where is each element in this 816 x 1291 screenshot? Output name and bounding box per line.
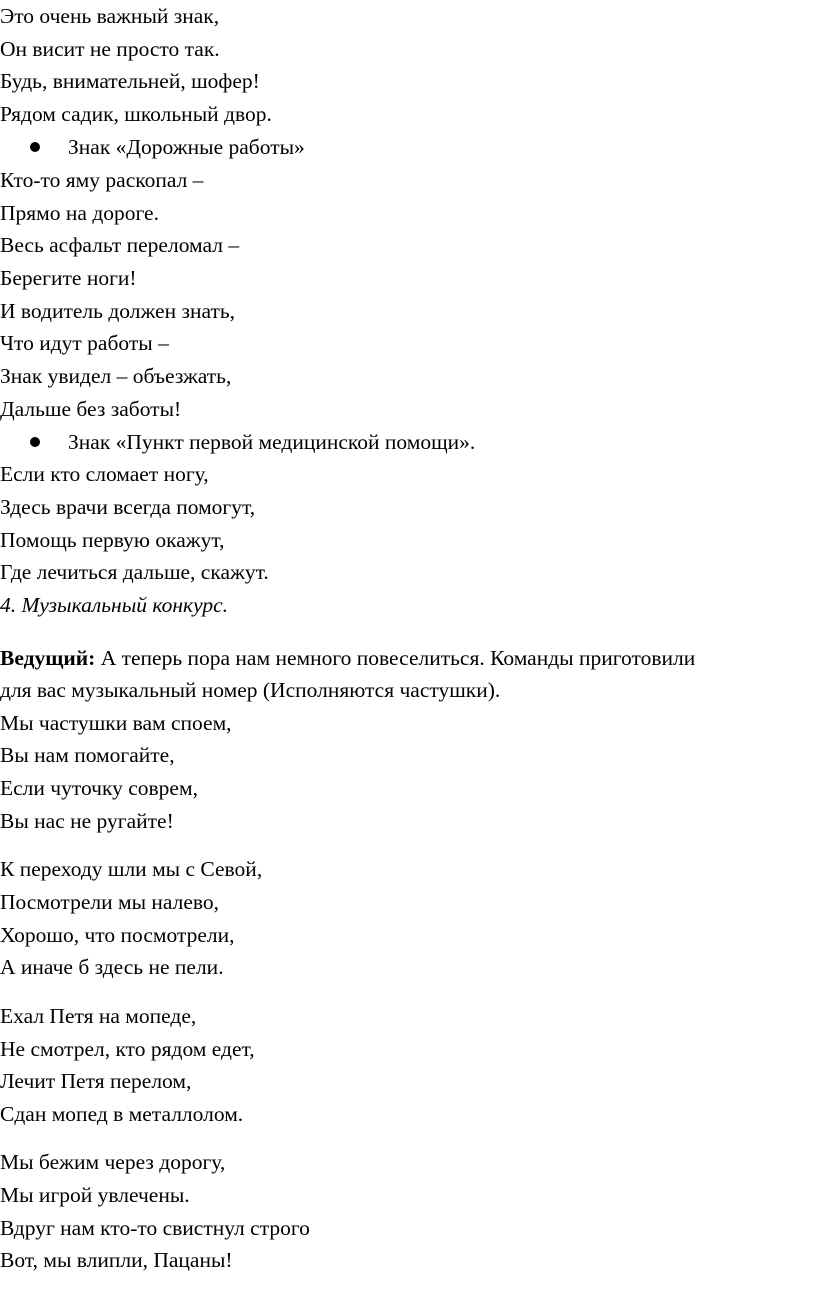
poem-line: Берегите ноги! [0, 266, 137, 290]
poem-line: Вот, мы влипли, Пацаны! [0, 1248, 233, 1272]
poem-line: Мы бежим через дорогу, [0, 1150, 226, 1174]
bullet-text: Знак «Дорожные работы» [68, 135, 305, 159]
poem-line: Дальше без заботы! [0, 397, 182, 421]
poem-line: Лечит Петя перелом, [0, 1069, 192, 1093]
poem-line: Если кто сломает ногу, [0, 462, 209, 486]
poem-line: Посмотрели мы налево, [0, 890, 220, 914]
section-heading: 4. Музыкальный конкурс. [0, 593, 229, 617]
poem-line: Помощь первую окажут, [0, 528, 225, 552]
bullet-icon [30, 142, 40, 152]
poem-line: Кто-то яму раскопал – [0, 168, 204, 192]
poem-line: Знак увидел – объезжать, [0, 364, 232, 388]
poem-line: Это очень важный знак, [0, 4, 220, 28]
host-paragraph-line-2: для вас музыкальный номер (Исполняются частушки). [0, 678, 501, 702]
poem-line: Будь, внимательней, шофер! [0, 69, 260, 93]
poem-line: Вы нас не ругайте! [0, 809, 174, 833]
poem-line: К переходу шли мы с Севой, [0, 857, 263, 881]
poem-line: Вы нам помогайте, [0, 743, 175, 767]
poem-line: Где лечиться дальше, скажут. [0, 560, 269, 584]
bullet-text: Знак «Пункт первой медицинской помощи». [68, 430, 476, 454]
poem-line: Не смотрел, кто рядом едет, [0, 1037, 255, 1061]
poem-line: Мы игрой увлечены. [0, 1183, 190, 1207]
poem-line: Вдруг нам кто-то свистнул строго [0, 1216, 310, 1240]
poem-line: Прямо на дороге. [0, 201, 159, 225]
poem-line: Если чуточку соврем, [0, 776, 198, 800]
bullet-icon [30, 437, 40, 447]
poem-line: Хорошо, что посмотрели, [0, 923, 235, 947]
poem-line: Он висит не просто так. [0, 37, 220, 61]
host-paragraph-line-1 [0, 645, 695, 671]
host-label: Ведущий: [0, 646, 96, 670]
poem-line: И водитель должен знать, [0, 299, 236, 323]
host-text: А теперь пора нам немного повеселиться. Команды приготовили [95, 646, 696, 670]
poem-line: Что идут работы – [0, 331, 169, 355]
poem-line: Сдан мопед в металлолом. [0, 1102, 244, 1126]
poem-line: Весь асфальт переломал – [0, 233, 240, 257]
poem-line: Здесь врачи всегда помогут, [0, 495, 256, 519]
poem-line: Ехал Петя на мопеде, [0, 1004, 197, 1028]
poem-line: Рядом садик, школьный двор. [0, 102, 272, 126]
poem-line: А иначе б здесь не пели. [0, 955, 224, 979]
poem-line: Мы частушки вам споем, [0, 711, 232, 735]
